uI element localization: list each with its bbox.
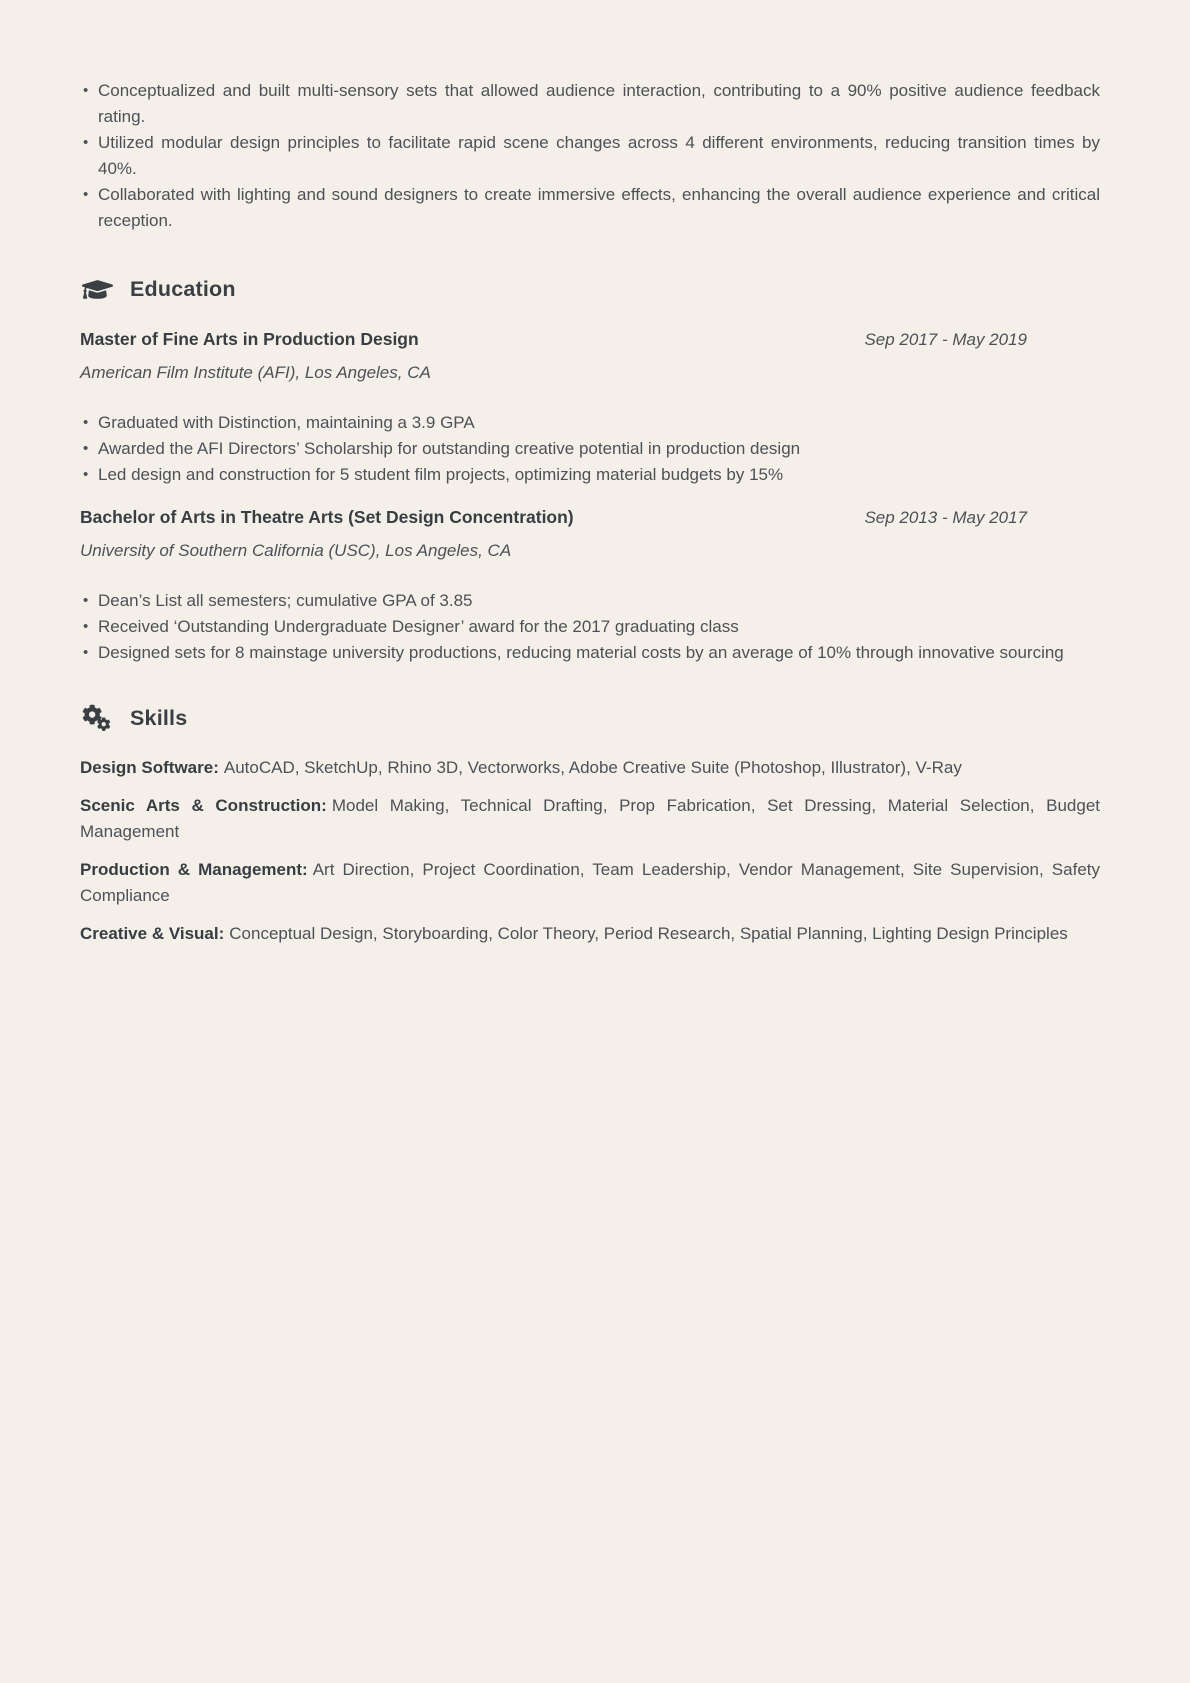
gears-icon — [80, 704, 114, 732]
experience-bullet-list — [80, 78, 1100, 234]
education-bullet: • Graduated with Distinction, maintaining a 3.9 GPA — [80, 410, 1100, 436]
education-heading: Education — [130, 276, 236, 301]
education-bullet: • Designed sets for 8 mainstage university productions, reducing material costs by an average of 10% through innovative sourcing — [80, 640, 1100, 666]
education-bullet: • Led design and construction for 5 student film projects, optimizing material budgets by 15% — [80, 462, 1100, 488]
education-bullet-list — [80, 588, 1100, 666]
experience-bullet: • Conceptualized and built multi-sensory sets that allowed audience interaction, contributing to a 90% positive audience feedback rating. — [80, 78, 1100, 130]
education-bullet: • Received ‘Outstanding Undergraduate Designer’ award for the 2017 graduating class — [80, 614, 1100, 640]
education-bullet-list — [80, 410, 1100, 488]
education-entry — [80, 326, 1100, 488]
degree-institution: University of Southern California (USC), Los Angeles, CA — [80, 541, 512, 560]
skill-category-label: Creative & Visual: — [80, 924, 225, 943]
skill-category-items: AutoCAD, SketchUp, Rhino 3D, Vectorworks, Adobe Creative Suite (Photoshop, Illustrator), V-Ray — [223, 758, 962, 777]
degree-institution: American Film Institute (AFI), Los Angeles, CA — [80, 363, 431, 382]
skill-category-label: Production & Management: — [80, 860, 308, 879]
skill-category — [80, 755, 1100, 781]
degree-title: Bachelor of Arts in Theatre Arts (Set Design Concentration) — [80, 507, 574, 527]
education-bullet: • Awarded the AFI Directors’ Scholarship for outstanding creative potential in production design — [80, 436, 1100, 462]
degree-row — [80, 504, 1100, 531]
education-bullet: • Dean’s List all semesters; cumulative GPA of 3.85 — [80, 588, 1100, 614]
education-section-header — [80, 274, 1100, 304]
experience-bullet: • Collaborated with lighting and sound designers to create immersive effects, enhancing the overall audience experience and critical reception. — [80, 182, 1100, 234]
skill-category-items: Art Direction, Project Coordination, Team Leadership, Vendor Management, Site Supervision, Safety Compliance — [80, 860, 1100, 905]
degree-dates: Sep 2017 - May 2019 — [864, 330, 1027, 349]
skill-category-label: Scenic Arts & Construction: — [80, 796, 327, 815]
skill-category-items: Conceptual Design, Storyboarding, Color Theory, Period Research, Spatial Planning, Lighting Design Principles — [229, 924, 1068, 943]
skill-category-items: Model Making, Technical Drafting, Prop Fabrication, Set Dressing, Material Selection, Budget Management — [80, 796, 1100, 841]
skill-category — [80, 857, 1100, 909]
skills-section-header — [80, 703, 1100, 733]
skills-heading: Skills — [130, 705, 188, 730]
degree-title: Master of Fine Arts in Production Design — [80, 329, 419, 349]
skill-category — [80, 921, 1100, 947]
experience-bullet: • Utilized modular design principles to facilitate rapid scene changes across 4 different environments, reducing transition times by 40%. — [80, 130, 1100, 182]
skill-category-label: Design Software: — [80, 758, 219, 777]
skill-category — [80, 793, 1100, 845]
degree-dates: Sep 2013 - May 2017 — [864, 508, 1027, 527]
education-entry — [80, 504, 1100, 666]
degree-row — [80, 326, 1100, 353]
graduation-cap-icon — [80, 277, 114, 302]
